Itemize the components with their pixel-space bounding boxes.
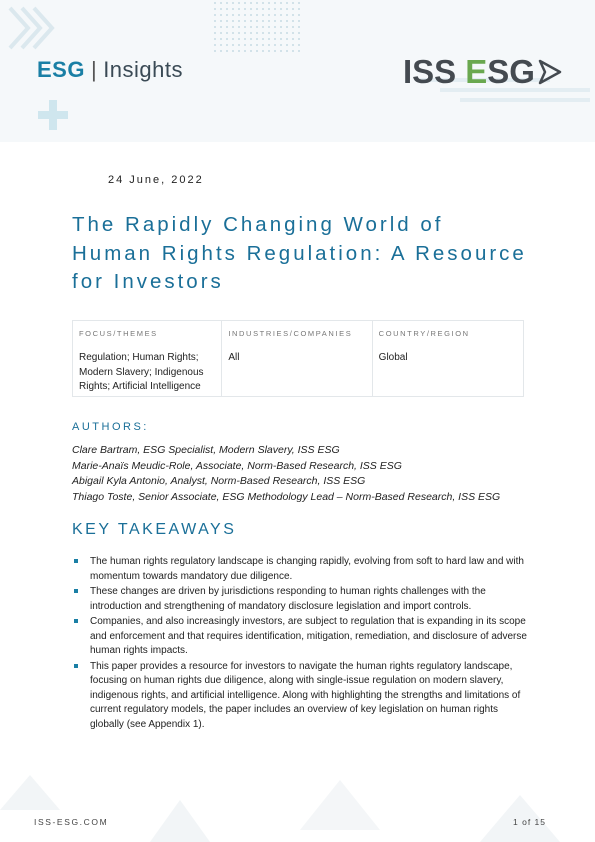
author-line: Abigail Kyla Antonio, Analyst, Norm-Based Research, ISS ESG bbox=[72, 475, 366, 487]
focus-themes-value: Regulation; Human Rights; Modern Slavery; Indigenous Rights; Artificial Intelligence bbox=[79, 352, 204, 392]
focus-themes-column bbox=[73, 321, 222, 396]
list-item bbox=[72, 585, 527, 614]
metadata-table bbox=[72, 320, 524, 397]
publication-date: 24 June, 2022 bbox=[108, 174, 204, 186]
list-item bbox=[72, 615, 527, 659]
author-line: Thiago Toste, Senior Associate, ESG Methodology Lead – Norm-Based Research, ISS ESG bbox=[72, 490, 501, 503]
takeaway-text: The human rights regulatory landscape is changing rapidly, evolving from soft to hard law and with momentum towards mandatory due diligence. bbox=[90, 556, 524, 582]
footer-website-link[interactable]: ISS-ESG.COM bbox=[34, 817, 109, 827]
takeaway-text: These changes are driven by jurisdictions responding to human rights challenges with the introduction and strengthening of mandatory disclosure legislation and import controls. bbox=[90, 586, 486, 612]
list-item bbox=[72, 660, 527, 733]
square-bullet-icon bbox=[74, 559, 78, 563]
logo-iss-text: ISS bbox=[403, 53, 457, 90]
footer-decoration bbox=[0, 770, 595, 842]
dot-pattern-decoration bbox=[212, 0, 304, 52]
author-line: Clare Bartram, ESG Specialist, Modern Slavery, ISS ESG bbox=[72, 444, 340, 456]
chevron-decoration-icon bbox=[0, 0, 70, 60]
focus-themes-header: FOCUS/THEMES bbox=[79, 329, 158, 338]
takeaway-text: This paper provides a resource for investors to navigate the human rights regulatory landscape, focusing on human rights due diligence, along with single-issue regulation on modern slavery, indigenous rights, and artificial intelligence. Along with highlighting the strengths and limitations of current regulatory models, the paper includes an overview of key legislation on human rights globally (see Appendix 1). bbox=[90, 660, 521, 730]
page-number: 1 of 15 bbox=[513, 817, 546, 827]
logo-insights-text: Insights bbox=[103, 57, 184, 82]
list-item bbox=[72, 555, 527, 584]
takeaway-text: Companies, and also increasingly investors, are subject to regulation that is expanding in its scope and enforcement and that requires identification, mitigation, remediation, and disclosure of adverse human rights impacts. bbox=[90, 616, 527, 656]
authors-list bbox=[72, 443, 500, 505]
authors-heading: AUTHORS: bbox=[72, 421, 149, 433]
key-takeaways-heading: KEY TAKEAWAYS bbox=[72, 521, 237, 538]
logo-e-text: E bbox=[465, 53, 488, 90]
industries-column bbox=[222, 321, 372, 396]
square-bullet-icon bbox=[74, 664, 78, 668]
industries-header: INDUSTRIES/COMPANIES bbox=[228, 329, 353, 338]
logo-separator: | bbox=[90, 57, 98, 82]
author-line: Marie-Anaïs Meudic-Role, Associate, Norm-Based Research, ISS ESG bbox=[72, 459, 402, 472]
esg-insights-logo bbox=[37, 57, 183, 83]
square-bullet-icon bbox=[74, 589, 78, 593]
logo-sg-text: SG bbox=[487, 53, 535, 90]
footer-pattern-icon bbox=[0, 770, 595, 842]
page-title: The Rapidly Changing World of Human Rights Regulation: A Resource for Investors bbox=[72, 213, 527, 293]
plus-decoration-icon bbox=[38, 100, 68, 130]
header-band bbox=[0, 0, 595, 142]
country-column bbox=[373, 321, 523, 396]
logo-esg-text: ESG bbox=[37, 57, 85, 82]
industries-value: All bbox=[228, 352, 240, 363]
country-value: Global bbox=[378, 352, 408, 363]
arrow-logo-icon bbox=[538, 59, 562, 85]
iss-esg-logo bbox=[403, 53, 562, 91]
country-header: COUNTRY/REGION bbox=[378, 329, 470, 338]
square-bullet-icon bbox=[74, 619, 78, 623]
key-takeaways-list bbox=[72, 555, 527, 733]
